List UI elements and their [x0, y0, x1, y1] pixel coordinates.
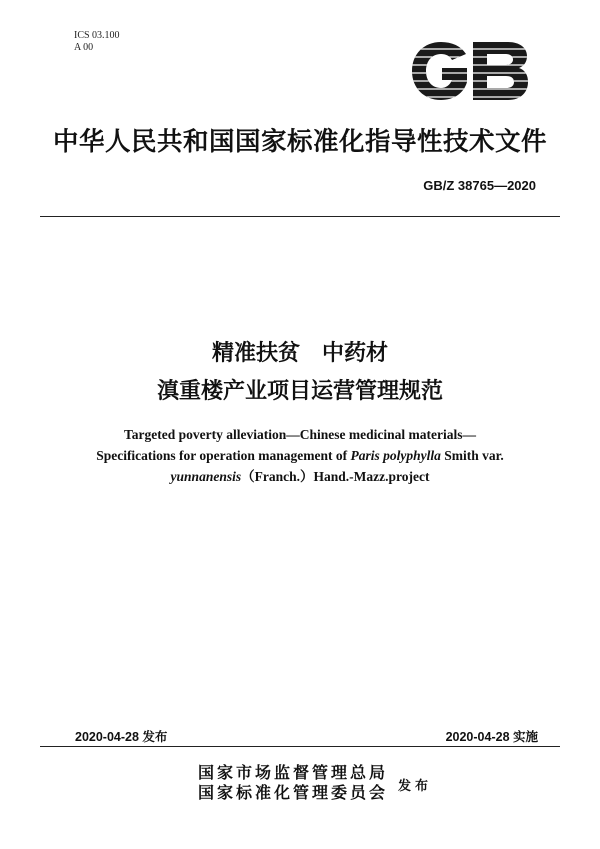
issue-label: 发布: [398, 779, 433, 794]
issuer-samr: 国家市场监督管理总局: [198, 763, 389, 782]
ccs-code: A 00: [74, 42, 94, 53]
english-title-line-3: [0, 466, 600, 487]
classification-codes: [74, 30, 120, 54]
implementation-date: 2020-04-28 实施: [445, 730, 538, 744]
english-title-line-1: Targeted poverty alleviation—Chinese medicinal materials—: [124, 427, 476, 442]
standard-category-title: 中华人民共和国国家标准化指导性技术文件: [52, 127, 547, 157]
english-title-line-2: [0, 445, 600, 466]
chinese-title-line-1: 精准扶贫 中药材: [211, 341, 388, 366]
publish-date: 2020-04-28 发布: [75, 730, 168, 744]
footer-divider: [40, 746, 560, 747]
gb-logo-icon: [410, 40, 530, 102]
standard-code: GB/Z 38765—2020: [423, 178, 536, 193]
ics-code: ICS 03.100: [74, 30, 120, 41]
issuer-sac: 国家标准化管理委员会: [198, 783, 389, 802]
variety-name: yunnanensis: [170, 469, 242, 484]
english-title-text: Smith var.: [440, 448, 504, 463]
header-divider: [40, 216, 560, 217]
english-title-text: （Franch.）Hand.-Mazz.project: [241, 469, 430, 484]
chinese-title-line-2: 滇重楼产业项目运营管理规范: [156, 379, 443, 404]
issuing-organizations: [198, 763, 388, 803]
species-name: Paris polyphylla: [350, 448, 441, 463]
english-title-text: Specifications for operation management of: [96, 448, 351, 463]
